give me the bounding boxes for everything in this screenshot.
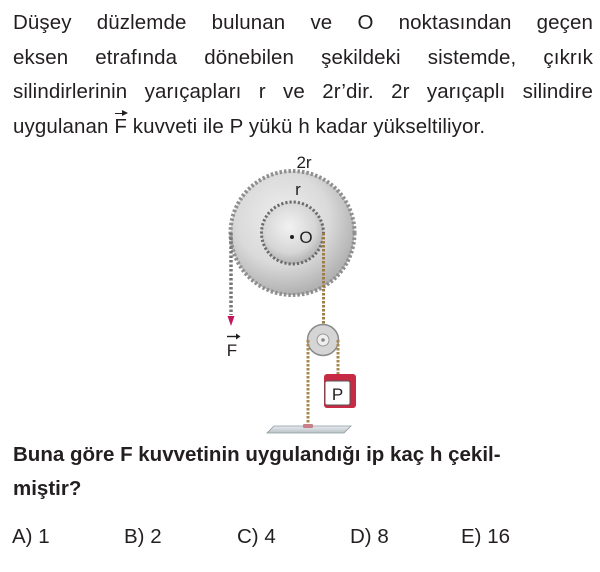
prompt-line-1: Buna göre F kuvvetinin uygulandığı ip kaç h çekil- bbox=[13, 443, 501, 466]
ground-plate bbox=[267, 424, 351, 433]
force-arrow-head bbox=[228, 316, 235, 326]
question-line-3: silindirlerinin yarıçapları r ve 2r’dir. 2r yarıçaplı silindire bbox=[13, 80, 593, 103]
choice-c[interactable]: C) 4 bbox=[237, 525, 276, 548]
question-line-1: Düşey düzlemde bulunan ve O noktasından geçen bbox=[13, 11, 593, 34]
small-wheel bbox=[262, 202, 324, 264]
label-2r: 2r bbox=[296, 153, 312, 172]
label-r: r bbox=[295, 180, 301, 199]
force-label-vector-tip bbox=[236, 334, 241, 340]
choice-e[interactable]: E) 16 bbox=[461, 525, 510, 548]
label-center-o: O bbox=[299, 228, 313, 247]
choice-a[interactable]: A) 1 bbox=[12, 525, 50, 548]
prompt-line-2: miştir? bbox=[13, 477, 82, 500]
choice-d[interactable]: D) 8 bbox=[350, 525, 389, 548]
question-prompt bbox=[13, 438, 588, 506]
axis-point bbox=[290, 235, 294, 239]
movable-pulley bbox=[308, 325, 339, 356]
question-line-4-start: uygulanan bbox=[13, 114, 115, 138]
label-load: P bbox=[331, 385, 344, 404]
label-force: F bbox=[226, 341, 238, 360]
force-vector-symbol: F bbox=[114, 110, 127, 145]
answer-choices bbox=[0, 520, 600, 554]
choice-b[interactable]: B) 2 bbox=[124, 525, 162, 548]
question-line-4-end: kuvveti ile P yükü h kadar yükseltiliyor. bbox=[126, 114, 486, 138]
question-line-2: eksen etrafında dönebilen şekildeki sistemde, çıkrık bbox=[13, 45, 593, 69]
